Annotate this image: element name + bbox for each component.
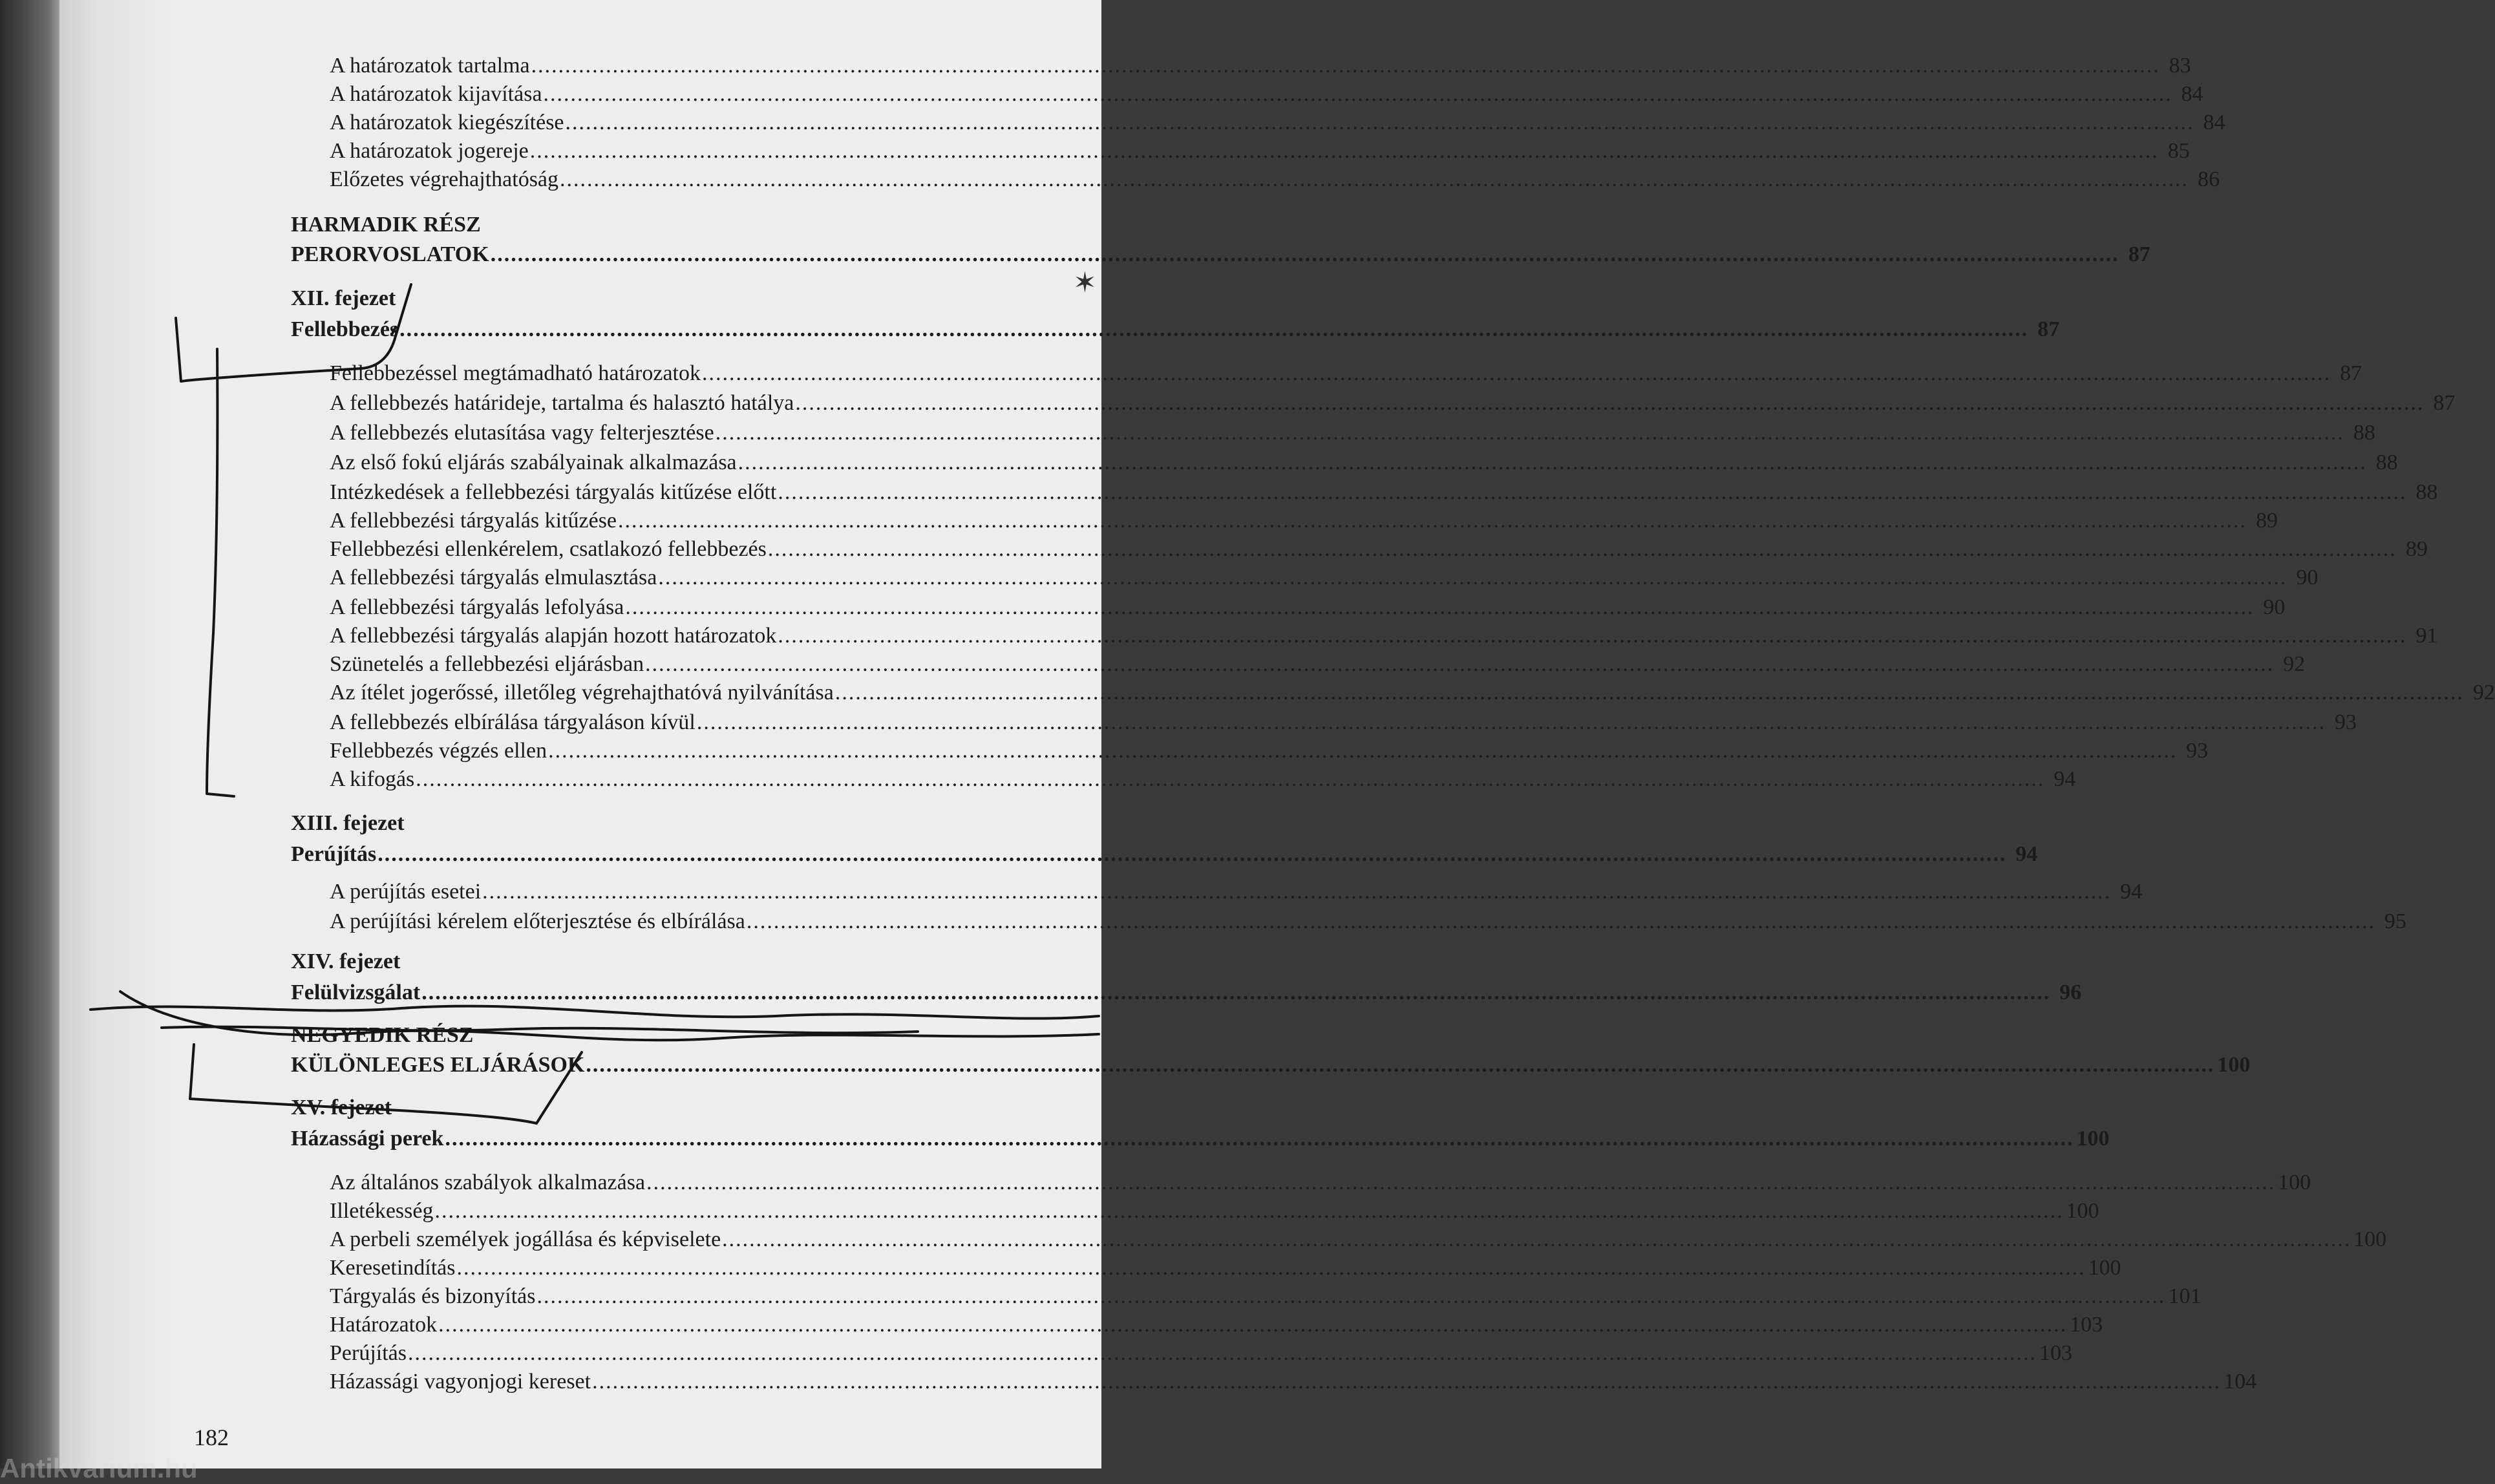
toc-entry-page: 89 — [2256, 509, 2278, 533]
toc-entry-page: 90 — [2263, 595, 2286, 619]
toc-entry — [330, 679, 2495, 707]
leader-dots — [438, 1311, 2067, 1339]
part-title-entry — [291, 240, 2150, 269]
leader-dots — [530, 137, 2159, 165]
leader-dots — [408, 1339, 2037, 1368]
toc-entry — [330, 507, 2278, 535]
toc-entry-title: A határozatok kiegészítése — [330, 111, 564, 134]
toc-entry-page: 87 — [2339, 361, 2362, 385]
leader-dots — [697, 708, 2326, 737]
toc-entry-title: Keresetindítás — [330, 1256, 456, 1280]
toc-entry-title: A fellebbezés elutasítása vagy felterjesztése — [330, 421, 714, 445]
book-spine-shadow — [0, 0, 59, 1468]
toc-entry-page: 88 — [2375, 450, 2398, 474]
toc-entry — [330, 593, 2286, 622]
toc-entry-page: 103 — [2070, 1313, 2103, 1337]
toc-entry — [330, 1197, 2099, 1225]
toc-entry-page: 84 — [2203, 111, 2225, 134]
leader-dots — [747, 907, 2375, 936]
toc-entry-page: 88 — [2415, 480, 2438, 504]
toc-entry — [330, 1282, 2202, 1311]
toc-entry-page: 94 — [2054, 767, 2076, 791]
toc-entry-title: Házassági vagyonjogi kereset — [330, 1370, 591, 1394]
toc-entry-page: 94 — [2120, 880, 2143, 904]
toc-entry — [330, 80, 2203, 109]
toc-entry — [330, 1311, 2103, 1339]
toc-entry-title: A kifogás — [330, 767, 415, 791]
toc-entry-title: A fellebbezési tárgyalás elmulasztása — [330, 566, 657, 589]
toc-entry-title: Az általános szabályok alkalmazása — [330, 1171, 646, 1194]
leader-dots — [738, 449, 2367, 477]
chapter-label: XIII. fejezet — [291, 811, 405, 835]
toc-entry-page: 85 — [2167, 139, 2190, 163]
toc-entry — [330, 907, 2406, 936]
toc-entry — [330, 765, 2076, 794]
toc-entry-title: Fellebbezéssel megtámadható határozatok — [330, 361, 701, 385]
chapter-page: 100 — [2076, 1127, 2110, 1150]
toc-entry-page: 93 — [2334, 710, 2357, 734]
toc-entry-title: Tárgyalás és bizonyítás — [330, 1284, 536, 1308]
toc-entry-page: 91 — [2415, 624, 2438, 648]
toc-entry — [330, 1254, 2121, 1282]
margin-star-icon: ✶ — [1073, 267, 1097, 299]
toc-entry-title: A fellebbezési tárgyalás kitűzése — [330, 509, 617, 533]
leader-dots — [835, 679, 2464, 707]
toc-entry-page: 86 — [2198, 167, 2220, 191]
chapter-title-entry — [291, 979, 2082, 1007]
toc-entry-page: 100 — [2066, 1199, 2099, 1223]
toc-entry-page: 89 — [2405, 537, 2428, 561]
toc-entry-page: 103 — [2039, 1341, 2072, 1365]
leader-dots — [646, 1169, 2275, 1197]
toc-entry — [330, 1339, 2072, 1368]
toc-entry-page: 104 — [2224, 1370, 2257, 1394]
leader-dots — [618, 507, 2247, 535]
part-page: 87 — [2128, 242, 2150, 266]
part-title: PERORVOSLATOK — [291, 242, 489, 266]
toc-entry-title: A határozatok kijavítása — [330, 82, 542, 106]
toc-entry-title: Perújítás — [330, 1341, 407, 1365]
toc-entry — [330, 137, 2190, 165]
toc-entry — [330, 419, 2375, 447]
leader-dots — [586, 1051, 2214, 1079]
part-label: NEGYEDIK RÉSZ — [291, 1023, 474, 1047]
leader-dots — [625, 593, 2254, 622]
toc-entry — [330, 708, 2357, 737]
leader-dots — [716, 419, 2344, 447]
toc-entry — [330, 650, 2306, 679]
toc-entry — [330, 109, 2225, 137]
leader-dots — [722, 1225, 2351, 1254]
leader-dots — [778, 622, 2406, 650]
page-number: 182 — [194, 1425, 229, 1450]
toc-entry-title: A fellebbezés határideje, tartalma és halasztó hatálya — [330, 391, 794, 415]
leader-dots — [537, 1282, 2166, 1311]
toc-entry-page: 90 — [2296, 566, 2319, 589]
toc-entry-page: 100 — [2353, 1227, 2387, 1251]
toc-entry-title: Az első fokú eljárás szabályainak alkalmazása — [330, 450, 737, 474]
toc-entry-title: Fellebbezési ellenkérelem, csatlakozó fellebbezés — [330, 537, 767, 561]
chapter-title: Fellebbezés — [291, 317, 399, 341]
leader-dots — [399, 315, 2028, 344]
toc-entry — [330, 165, 2220, 194]
leader-dots — [531, 52, 2160, 80]
chapter-title: Házassági perek — [291, 1127, 444, 1150]
toc-entry-title: Előzetes végrehajthatóság — [330, 167, 559, 191]
toc-entry — [330, 52, 2191, 80]
leader-dots — [795, 389, 2424, 418]
toc-entry — [330, 478, 2438, 507]
leader-dots — [645, 650, 2274, 679]
toc-entry-title: A fellebbezési tárgyalás lefolyása — [330, 595, 624, 619]
toc-entry-page: 100 — [2278, 1171, 2311, 1194]
leader-dots — [544, 80, 2172, 109]
toc-entry-title: Fellebbezés végzés ellen — [330, 739, 547, 763]
part-label: HARMADIK RÉSZ — [291, 213, 481, 237]
toc-entry-page: 87 — [2433, 391, 2456, 415]
chapter-page: 96 — [2059, 980, 2082, 1004]
toc-entry-title: A perújítási kérelem előterjesztése és elbírálása — [330, 909, 745, 933]
toc-entry-page: 84 — [2181, 82, 2203, 106]
leader-dots — [778, 478, 2406, 507]
chapter-title-entry — [291, 1125, 2110, 1153]
part-title: KÜLÖNLEGES ELJÁRÁSOK — [291, 1053, 585, 1077]
leader-dots — [560, 165, 2189, 194]
toc-entry-page: 88 — [2353, 421, 2375, 445]
leader-dots — [445, 1125, 2074, 1153]
leader-dots — [435, 1197, 2064, 1225]
part-page: 100 — [2217, 1053, 2251, 1077]
toc-entry-page: 95 — [2384, 909, 2406, 933]
chapter-page: 87 — [2037, 317, 2060, 341]
toc-entry — [330, 1368, 2257, 1396]
toc-entry — [330, 1169, 2311, 1197]
toc-entry-title: Illetékesség — [330, 1199, 434, 1223]
toc-entry-title: Szünetelés a fellebbezési eljárásban — [330, 652, 644, 676]
chapter-label: XV. fejezet — [291, 1096, 392, 1119]
toc-entry — [330, 1225, 2387, 1254]
toc-entry-page: 83 — [2169, 54, 2191, 78]
leader-dots — [592, 1368, 2221, 1396]
leader-dots — [416, 765, 2044, 794]
toc-entry — [330, 737, 2209, 765]
toc-entry-page: 93 — [2186, 739, 2209, 763]
toc-entry-title: A perbeli személyek jogállása és képviselete — [330, 1227, 721, 1251]
toc-entry — [330, 622, 2438, 650]
toc-entry-page: 100 — [2088, 1256, 2121, 1280]
toc-entry-title: A határozatok tartalma — [330, 54, 530, 78]
toc-entry-page: 101 — [2168, 1284, 2202, 1308]
toc-entry-title: Határozatok — [330, 1313, 438, 1337]
toc-entry — [330, 878, 2143, 906]
leader-dots — [566, 109, 2194, 137]
toc-entry — [330, 359, 2362, 388]
toc-entry-page: 92 — [2472, 681, 2495, 705]
toc-entry-title: A perújítás esetei — [330, 880, 482, 904]
chapter-title: Perújítás — [291, 842, 377, 866]
leader-dots — [491, 240, 2119, 269]
toc-entry-title: A fellebbezés elbírálása tárgyaláson kívül — [330, 710, 695, 734]
leader-dots — [421, 979, 2050, 1007]
chapter-title-entry — [291, 840, 2038, 869]
toc-entry — [330, 535, 2428, 564]
chapter-page: 94 — [2015, 842, 2038, 866]
watermark: Antikvárium.hu — [0, 1453, 198, 1483]
chapter-title: Felülvizsgálat — [291, 980, 421, 1004]
leader-dots — [482, 878, 2111, 906]
leader-dots — [548, 737, 2177, 765]
leader-dots — [768, 535, 2397, 564]
part-title-entry — [291, 1051, 2251, 1079]
leader-dots — [457, 1254, 2086, 1282]
chapter-label: XII. fejezet — [291, 286, 396, 310]
toc-entry-title: A fellebbezési tárgyalás alapján hozott határozatok — [330, 624, 777, 648]
chapter-label: XIV. fejezet — [291, 949, 401, 973]
book-page — [59, 0, 2495, 1468]
chapter-title-entry — [291, 315, 2060, 344]
toc-entry — [330, 449, 2398, 477]
toc-entry — [330, 564, 2319, 592]
toc-entry-title: Az ítélet jogerőssé, illetőleg végrehajthatóvá nyilvánítása — [330, 681, 834, 705]
leader-dots — [658, 564, 2287, 592]
toc-entry-title: A határozatok jogereje — [330, 139, 529, 163]
leader-dots — [702, 359, 2331, 388]
leader-dots — [377, 840, 2006, 869]
toc-entry-title: Intézkedések a fellebbezési tárgyalás kitűzése előtt — [330, 480, 777, 504]
toc-entry — [330, 389, 2456, 418]
toc-entry-page: 92 — [2283, 652, 2306, 676]
